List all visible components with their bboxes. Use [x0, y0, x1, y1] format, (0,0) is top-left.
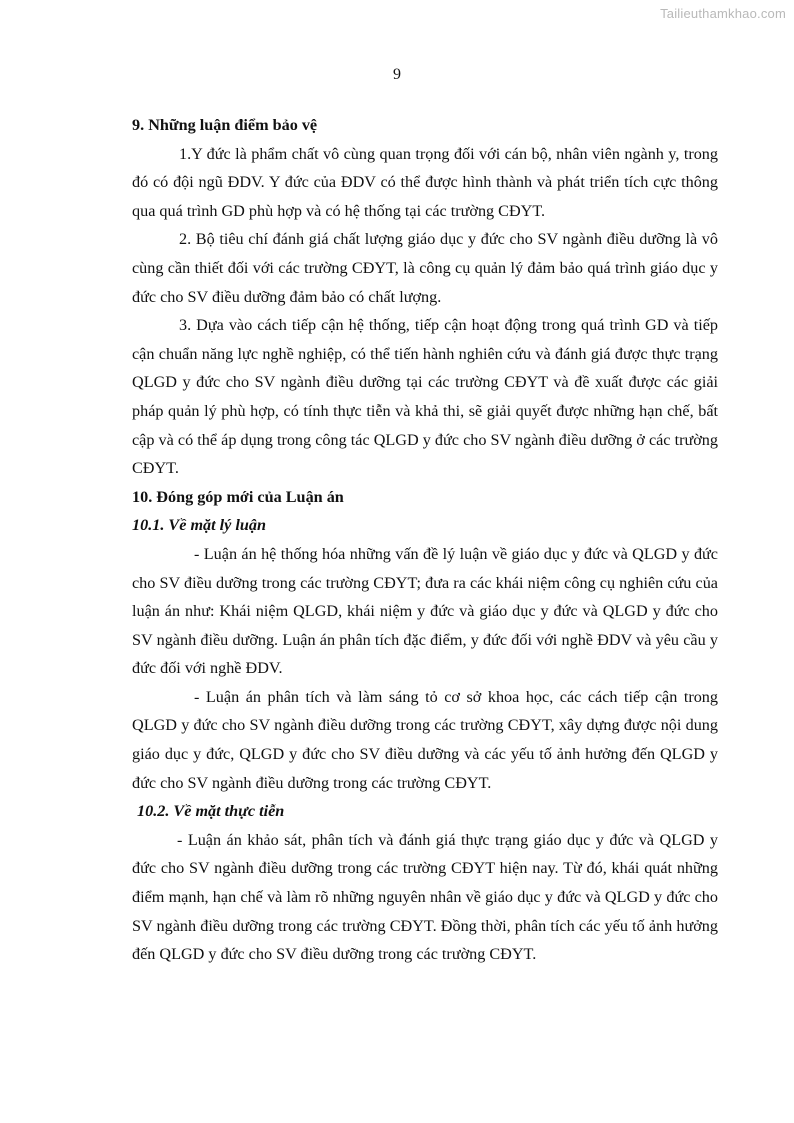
section-9-point-3: 3. Dựa vào cách tiếp cận hệ thống, tiếp cận hoạt động trong quá trình GD và tiếp cận chuẩn năng lực nghề nghiệp, có thể tiến hành nghiên cứu và đánh giá được thực trạng QLGD y đức cho SV ngành điều dưỡng tại các trường CĐYT và đề xuất được các giải pháp quản lý phù hợp, có tính thực tiễn và khả thi, sẽ giải quyết được những hạn chế, bất cập và có thể áp dụng trong công tác QLGD y đức cho SV ngành điều dưỡng ở các trường CĐYT. [132, 316, 718, 478]
section-10-1-heading: 10.1. Về mặt lý luận [132, 516, 267, 535]
document-body [132, 111, 718, 969]
section-10-1-paragraph-1: - Luận án hệ thống hóa những vấn đề lý luận về giáo dục y đức và QLGD y đức cho SV điều dưỡng trong các trường CĐYT; đưa ra các khái niệm công cụ nghiên cứu của luận án như: Khái niệm QLGD, khái niệm y đức và giáo dục y đức và QLGD y đức cho SV ngành điều dưỡng. Luận án phân tích đặc điểm, y đức đối với nghề ĐDV và yêu cầu y đức đối với nghề ĐDV. [132, 544, 718, 678]
section-10-2-paragraph-1: - Luận án khảo sát, phân tích và đánh giá thực trạng giáo dục y đức và QLGD y đức cho SV ngành điều dưỡng trong các trường CĐYT hiện nay. Từ đó, khái quát những điểm mạnh, hạn chế và làm rõ những nguyên nhân về giáo dục y đức và QLGD y đức cho SV ngành điều dưỡng trong các trường CĐYT. Đồng thời, phân tích các yếu tố ảnh hưởng đến QLGD y đức cho SV điều dưỡng trong các trường CĐYT. [132, 830, 718, 964]
section-10-heading: 10. Đóng góp mới của Luận án [132, 487, 344, 506]
section-10-1-paragraph-2: - Luận án phân tích và làm sáng tỏ cơ sở khoa học, các cách tiếp cận trong QLGD y đức cho SV ngành điều dưỡng trong các trường CĐYT, xây dựng được nội dung giáo dục y đức, QLGD y đức cho SV điều dưỡng và các yếu tố ảnh hưởng đến QLGD y đức cho SV ngành điều dưỡng trong các trường CĐYT. [132, 687, 718, 792]
section-9-heading: 9. Những luận điểm bảo vệ [132, 116, 318, 134]
page-number: 9 [393, 66, 401, 83]
section-9-point-2: 2. Bộ tiêu chí đánh giá chất lượng giáo dục y đức cho SV ngành điều dưỡng là vô cùng cần thiết đối với các trường CĐYT, là công cụ quản lý đảm bảo quá trình giáo dục y đức cho SV điều dưỡng đảm bảo có chất lượng. [132, 230, 718, 306]
section-10-2-heading: 10.2. Về mặt thực tiễn [137, 802, 285, 821]
watermark: Tailieuthamkhao.com [660, 6, 786, 21]
section-9-point-1: 1.Y đức là phẩm chất vô cùng quan trọng đối với cán bộ, nhân viên ngành y, trong đó có đội ngũ ĐDV. Y đức của ĐDV có thể được hình thành và phát triển tích cực thông qua quá trình GD phù hợp và có hệ thống tại các trường CĐYT. [132, 144, 718, 220]
